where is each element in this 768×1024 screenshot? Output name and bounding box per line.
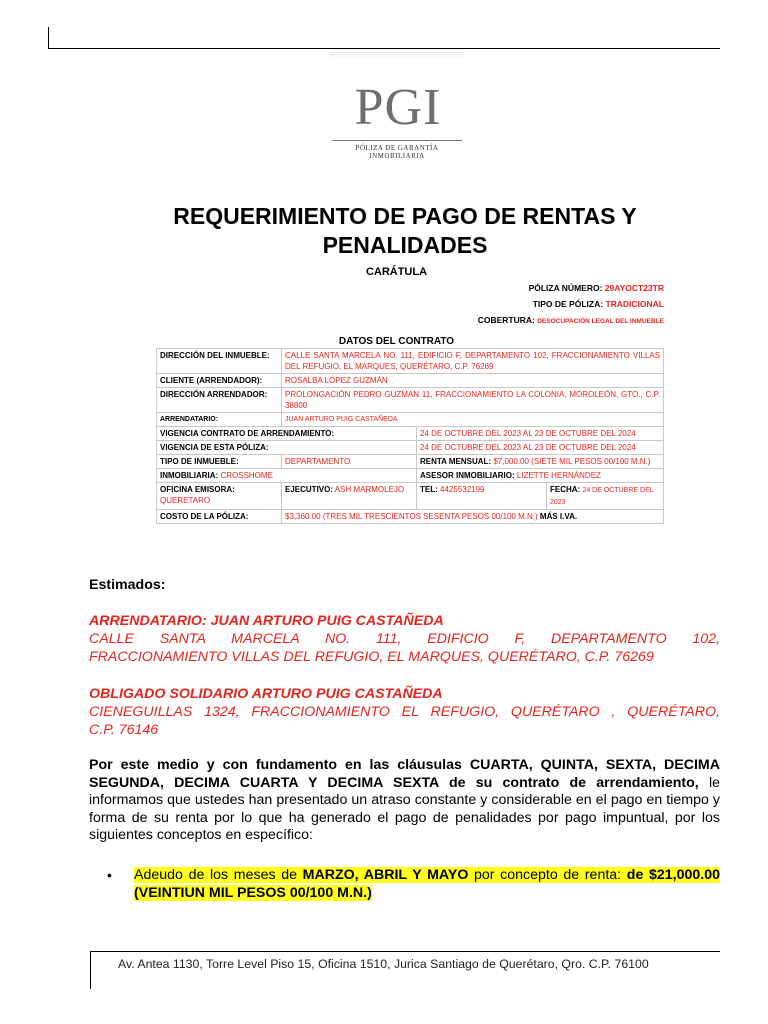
agency-cell [157, 469, 417, 483]
guarantor-address-line-2: C.P. 76146 [89, 722, 159, 738]
date-label: FECHA: [550, 485, 581, 494]
table-row [157, 388, 664, 413]
logo-text: PÓLIZA DE GARANTÍA INMOBILIARIA [355, 144, 439, 160]
cost-suffix: MÁS I.VA. [539, 512, 578, 521]
tenant-address-line-2: FRACCIONAMIENTO VILLAS DEL REFUGIO, EL MARQUES, QUERÉTARO, C.P. 76269 [89, 649, 654, 665]
debt-text-a: Adeudo de los meses de [134, 867, 303, 883]
rent-cell [417, 455, 664, 469]
table-row [157, 349, 664, 374]
policy-number-label: PÓLIZA NÚMERO: [528, 283, 603, 293]
cost-cell [282, 510, 664, 524]
debt-bullet-item [107, 866, 720, 902]
notice-paragraph [89, 757, 720, 845]
header-rule [48, 48, 720, 49]
greeting: Estimados: [89, 577, 166, 593]
document-title [120, 202, 690, 260]
policy-type-label: TIPO DE PÓLIZA: [532, 299, 604, 309]
phone-cell [417, 483, 547, 510]
executive-label: EJECUTIVO: [285, 485, 334, 494]
office-cell [157, 483, 282, 510]
rent-value: $7,000.00 (SIETE MIL PESOS 00/100 M.N.) [493, 457, 651, 466]
lease-term-value: 24 DE OCTUBRE DEL 2023 AL 23 DE OCTUBRE DEL 2024 [417, 427, 664, 441]
header-corner-vertical [48, 27, 49, 49]
phone-value: 4425532199 [440, 485, 485, 494]
table-row [157, 374, 664, 388]
logo-shadow [330, 52, 464, 60]
advisor-value: LIZETTE HERNÁNDEZ [516, 471, 601, 480]
policy-coverage-value: DESOCUPACIÓN LEGAL DEL INMUEBLE [537, 318, 664, 325]
phone-label: TEL: [420, 485, 438, 494]
property-address-label: DIRECCIÓN DEL INMUEBLE: [157, 349, 282, 374]
caratula-heading: CARÁTULA [365, 266, 428, 278]
company-logo [330, 52, 464, 170]
title-line-2: PENALIDADES [322, 232, 488, 258]
lease-term-label: VIGENCIA CONTRATO DE ARRENDAMIENTO: [157, 427, 417, 441]
client-label: CLIENTE (ARRENDADOR): [157, 374, 282, 388]
logo-mark: PGI [354, 79, 442, 136]
table-row [157, 469, 664, 483]
policy-term-label: VIGENCIA DE ESTA PÓLIZA: [157, 441, 417, 455]
property-type-label: TIPO DE INMUEBLE: [157, 455, 282, 469]
table-row [157, 510, 664, 524]
table-row [157, 483, 664, 510]
table-row [157, 427, 664, 441]
bullet-icon: • [107, 867, 112, 883]
advisor-cell [417, 469, 664, 483]
policy-type-row [533, 299, 664, 309]
agency-value: CROSSHOME [220, 471, 273, 480]
footer-address: Av. Antea 1130, Torre Level Piso 15, Oficina 1510, Jurica Santiago de Querétaro, Qro. C.P. 76100 [118, 957, 649, 971]
footer-rule [90, 951, 720, 952]
cost-label: COSTO DE LA PÓLIZA: [157, 510, 282, 524]
policy-type-value: TRADICIONAL [605, 299, 664, 309]
landlord-address-value: PROLONGACIÓN PEDRO GUZMAN 11, FRACCIONAMIENTO LA COLONIA, MOROLEÓN, GTO., C.P. 38800 [282, 388, 664, 413]
policy-number-row [529, 283, 664, 293]
executive-cell [282, 483, 417, 510]
rent-label: RENTA MENSUAL: [420, 457, 492, 466]
office-label: OFICINA EMISORA: [160, 485, 235, 494]
debt-amount: de $21,000.00 (VEINTIUN MIL PESOS 00/100 M.N.) [134, 867, 720, 901]
policy-coverage-row [478, 315, 664, 325]
cost-value: $3,360.00 (TRES MIL TRESCIENTOS SESENTA PESOS 00/100 M.N.) [285, 512, 538, 521]
debt-months: MARZO, ABRIL Y MAYO [302, 867, 469, 883]
guarantor-heading: OBLIGADO SOLIDARIO ARTURO PUIG CASTAÑEDA [89, 686, 443, 702]
contract-table [156, 348, 664, 524]
footer-rule-vertical [90, 951, 91, 989]
property-address-value: CALLE SANTA MARCELA NO. 111, EDIFICIO F, DEPARTAMENTO 102, FRACCIONAMIENTO VILLAS DEL REFUGIO, EL MARQUES, QUERÉTARO, C.P. 76269 [282, 349, 664, 374]
guarantor-address-line-1: CIENEGUILLAS 1324, FRACCIONAMIENTO EL REFUGIO, QUERÉTARO , QUERÉTARO, [89, 704, 720, 720]
property-type-value: DEPARTAMENTO [282, 455, 417, 469]
advisor-label: ASESOR INMOBILIARIO: [420, 471, 515, 480]
policy-number-value: 29AYOCT23TR [604, 283, 664, 293]
debt-bullet-text [113, 866, 720, 902]
date-cell [547, 483, 664, 510]
logo-divider [332, 140, 462, 141]
table-row [157, 441, 664, 455]
policy-coverage-label: COBERTURA: [477, 315, 535, 325]
table-row [157, 413, 664, 427]
landlord-address-label: DIRECCIÓN ARRENDADOR: [157, 388, 282, 413]
executive-value: ASH MARMOLEJO [334, 485, 405, 494]
date-value: 24 DE OCTUBRE DEL 2023 [550, 487, 654, 506]
policy-term-value: 24 DE OCTUBRE DEL 2023 AL 23 DE OCTUBRE DEL 2024 [417, 441, 664, 455]
tenant-heading: ARRENDATARIO: JUAN ARTURO PUIG CASTAÑEDA [89, 613, 444, 629]
table-row [157, 455, 664, 469]
debt-text-c: por concepto de renta: [468, 867, 627, 883]
title-line-1: REQUERIMIENTO DE PAGO DE RENTAS Y [173, 203, 637, 229]
tenant-label: ARRENDATARIO: [157, 413, 282, 427]
tenant-address-line-1: CALLE SANTA MARCELA NO. 111, EDIFICIO F, DEPARTAMENTO 102, [89, 631, 720, 647]
agency-label: INMOBILIARIA: [160, 471, 219, 480]
tenant-value: JUAN ARTURO PUIG CASTAÑEDA [282, 413, 664, 427]
client-value: ROSALBA LÓPEZ GUZMÁN [282, 374, 664, 388]
office-value: QUERETARO [160, 496, 211, 505]
notice-paragraph-rest: le informamos que ustedes han presentado un atraso constante y considerable en el pago en tiempo y forma de su renta por lo que ha generado el pago de penalidades por pago impuntual, por los siguientes conceptos en específico: [89, 774, 721, 843]
notice-paragraph-bold: Por este medio y con fundamento en las cláusulas CUARTA, QUINTA, SEXTA, DECIMA SEGUNDA, DECIMA CUARTA Y DECIMA SEXTA de su contrato de arrendamiento, [89, 757, 720, 791]
contract-section-title: DATOS DEL CONTRATO [338, 336, 455, 347]
